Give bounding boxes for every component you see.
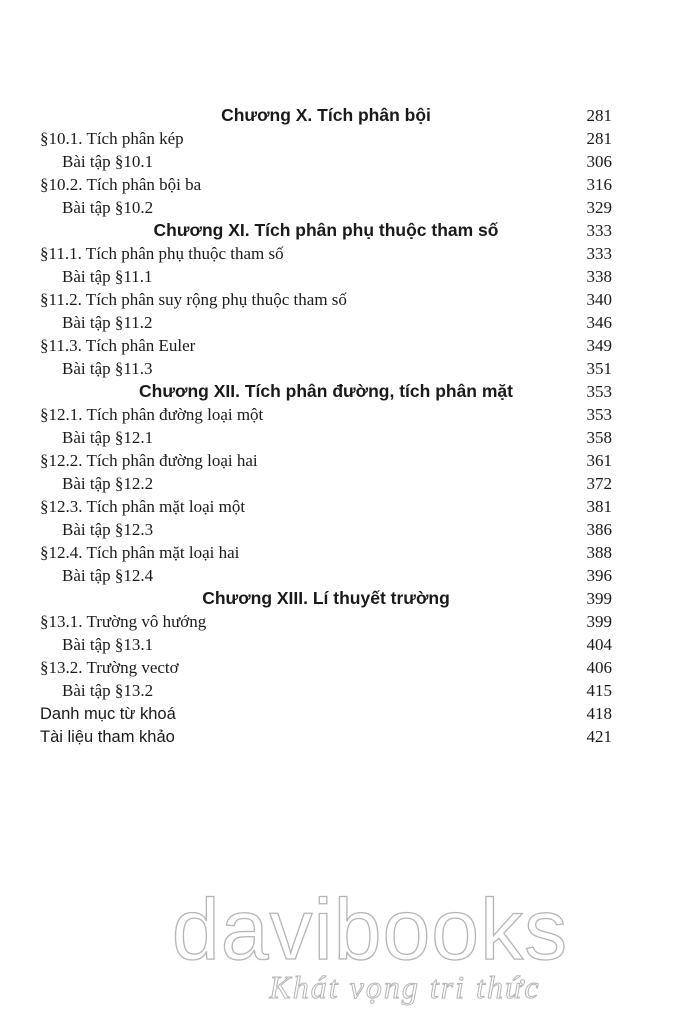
toc-exercise-row: [40, 357, 612, 380]
toc-entry-title: Tài liệu tham khảo: [40, 728, 175, 746]
toc-section-row: [40, 334, 612, 357]
toc-exercise-row: [40, 518, 612, 541]
toc-section-row: [40, 656, 612, 679]
toc-page-number: 281: [586, 129, 612, 148]
toc-entry-title: Chương XIII. Lí thuyết trường: [202, 588, 450, 608]
toc-entry-title: Chương X. Tích phân bội: [221, 105, 431, 125]
toc-entry-title: Chương XI. Tích phân phụ thuộc tham số: [153, 220, 499, 240]
toc-page-number: 329: [586, 198, 612, 217]
toc-section-row: [40, 495, 612, 518]
toc-chapter-row: [40, 380, 612, 403]
toc-page-number: 353: [586, 382, 612, 401]
toc-exercise-row: [40, 265, 612, 288]
toc-page-number: 386: [586, 520, 612, 539]
toc-entry-title: §12.3. Tích phân mặt loại một: [40, 497, 246, 516]
toc-entry-title: Bài tập §12.4: [62, 566, 154, 585]
toc-page-number: 353: [586, 405, 612, 424]
toc-section-row: [40, 288, 612, 311]
toc-page-number: 306: [586, 152, 612, 171]
toc-entry-title: Bài tập §12.3: [62, 520, 154, 539]
toc-entry-title: §10.1. Tích phân kép: [40, 129, 184, 148]
toc-entry-title: Bài tập §10.2: [62, 198, 154, 217]
watermark-slogan: Khát vọng tri thức: [269, 969, 541, 1005]
toc-appendix-row: [40, 702, 612, 725]
toc-section-row: [40, 242, 612, 265]
toc-page-number: 396: [586, 566, 612, 585]
toc-page-number: 418: [586, 704, 612, 723]
toc-entry-title: Bài tập §12.1: [62, 428, 154, 447]
toc-section-row: [40, 173, 612, 196]
table-of-contents: [40, 104, 612, 748]
toc-page-number: 340: [586, 290, 612, 309]
toc-entry-title: §11.2. Tích phân suy rộng phụ thuộc tham số: [40, 290, 347, 309]
toc-section-row: [40, 541, 612, 564]
toc-page-number: 333: [586, 244, 612, 263]
toc-entry-title: §12.4. Tích phân mặt loại hai: [40, 543, 240, 562]
toc-entry-title: Bài tập §10.1: [62, 152, 154, 171]
toc-page-number: 404: [586, 635, 612, 654]
toc-exercise-row: [40, 426, 612, 449]
toc-section-row: [40, 403, 612, 426]
toc-exercise-row: [40, 150, 612, 173]
toc-appendix-row: [40, 725, 612, 748]
toc-chapter-row: [40, 219, 612, 242]
toc-entry-title: §11.1. Tích phân phụ thuộc tham số: [40, 244, 284, 263]
toc-exercise-row: [40, 679, 612, 702]
toc-section-row: [40, 610, 612, 633]
toc-page-number: 399: [586, 612, 612, 631]
toc-page-number: 372: [586, 474, 612, 493]
toc-entry-title: Bài tập §11.1: [62, 267, 153, 286]
toc-exercise-row: [40, 564, 612, 587]
toc-entry-title: §13.1. Trường vô hướng: [40, 612, 207, 631]
toc-section-row: [40, 449, 612, 472]
toc-page-number: 388: [586, 543, 612, 562]
toc-page-number: 351: [586, 359, 612, 378]
toc-entry-title: §11.3. Tích phân Euler: [40, 336, 196, 355]
toc-chapter-row: [40, 587, 612, 610]
toc-entry-title: §12.1. Tích phân đường loại một: [40, 405, 264, 424]
toc-entry-title: Danh mục từ khoá: [40, 705, 176, 723]
toc-page-number: 415: [586, 681, 612, 700]
toc-entry-title: §12.2. Tích phân đường loại hai: [40, 451, 258, 470]
toc-entry-title: Bài tập §13.2: [62, 681, 154, 700]
toc-page-number: 316: [586, 175, 612, 194]
toc-section-row: [40, 127, 612, 150]
toc-page-number: 333: [586, 221, 612, 240]
toc-entry-title: §10.2. Tích phân bội ba: [40, 175, 202, 194]
toc-page-number: 281: [586, 106, 612, 125]
toc-exercise-row: [40, 472, 612, 495]
toc-page-number: 421: [586, 727, 612, 746]
toc-page-number: 349: [586, 336, 612, 355]
watermark: [0, 882, 700, 1006]
watermark-brand: davibooks: [171, 882, 569, 978]
toc-entry-title: Bài tập §13.1: [62, 635, 154, 654]
toc-page-number: 346: [586, 313, 612, 332]
toc-entry-title: Bài tập §11.3: [62, 359, 153, 378]
toc-entry-title: Chương XII. Tích phân đường, tích phân mặt: [139, 381, 513, 401]
toc-entry-title: §13.2. Trường vectơ: [40, 658, 179, 677]
toc-page-number: 381: [586, 497, 612, 516]
toc-page-number: 406: [586, 658, 612, 677]
toc-entry-title: Bài tập §12.2: [62, 474, 154, 493]
toc-page-number: 338: [586, 267, 612, 286]
toc-exercise-row: [40, 196, 612, 219]
toc-page-number: 361: [586, 451, 612, 470]
toc-entry-title: Bài tập §11.2: [62, 313, 153, 332]
toc-chapter-row: [40, 104, 612, 127]
toc-exercise-row: [40, 633, 612, 656]
toc-page-number: 399: [586, 589, 612, 608]
toc-page-number: 358: [586, 428, 612, 447]
toc-exercise-row: [40, 311, 612, 334]
